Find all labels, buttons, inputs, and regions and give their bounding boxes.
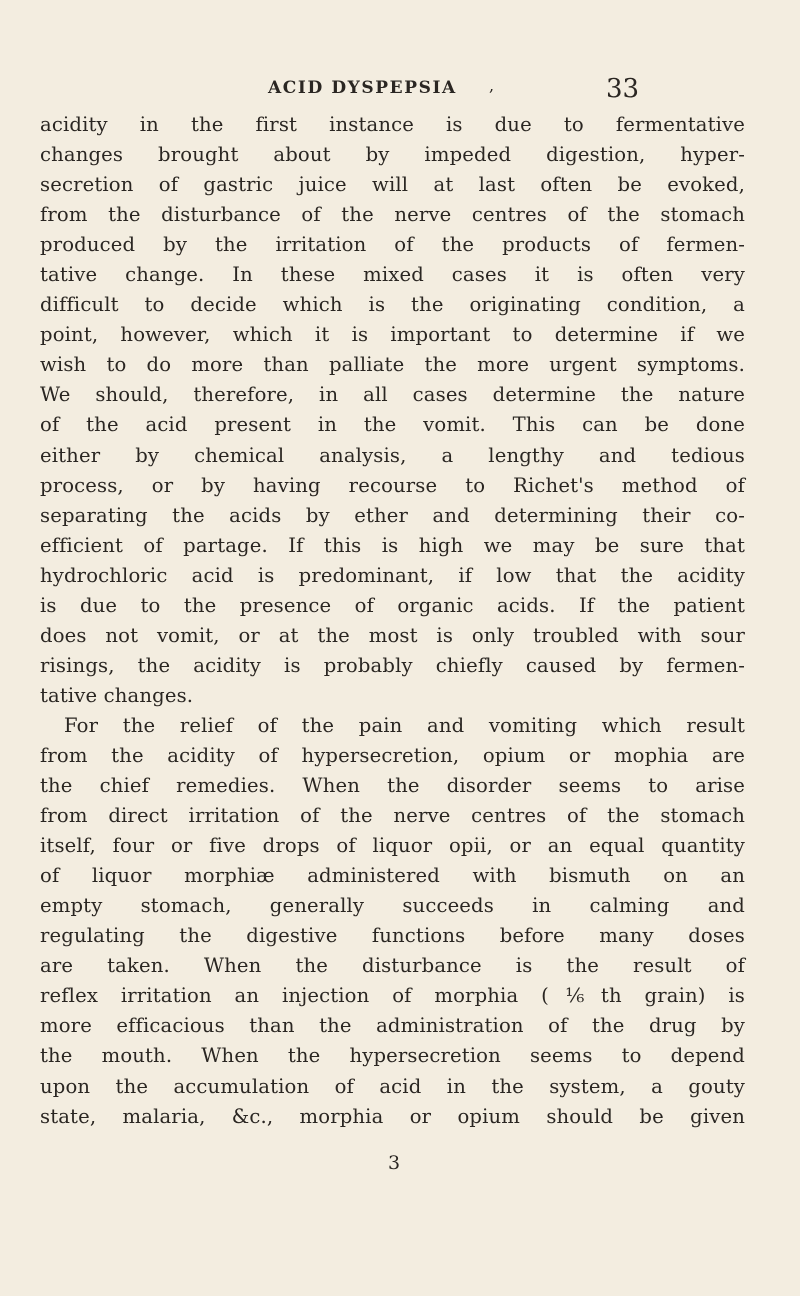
- text-line: acidity in the first instance is due to fermentative: [40, 113, 745, 136]
- text-line: from the acidity of hypersecretion, opium or mophia are: [40, 743, 745, 767]
- text-line: point, however, which it is important to determine if we: [40, 323, 745, 347]
- text-line: itself, four or five drops of liquor opii, or an equal quantity: [40, 834, 745, 858]
- text-line: of the acid present in the vomit. This can be done: [40, 413, 745, 437]
- text-line: either by chemical analysis, a lengthy and tedious: [40, 443, 745, 467]
- text-line: We should, therefore, in all cases determine the nature: [40, 383, 745, 407]
- text-line: of liquor morphiæ administered with bismuth on an: [40, 864, 745, 888]
- text-line: state, malaria, &c., morphia or opium should be given: [40, 1104, 745, 1128]
- text-line: is due to the presence of organic acids. If the patient: [40, 593, 745, 617]
- text-line: the mouth. When the hypersecretion seems to depend: [40, 1044, 745, 1068]
- running-head: [0, 74, 800, 108]
- text-line: process, or by having recourse to Richet's method of: [40, 473, 745, 497]
- text-line: from direct irritation of the nerve centres of the stomach: [40, 804, 745, 828]
- text-line: produced by the irritation of the products of fermen-: [40, 233, 745, 257]
- text-line: tative change. In these mixed cases it is often very: [40, 263, 745, 287]
- signature-mark: 3: [388, 1152, 401, 1174]
- text-line: empty stomach, generally succeeds in calming and: [40, 894, 745, 918]
- text-line: the chief remedies. When the disorder seems to arise: [40, 774, 745, 798]
- page-number: 33: [606, 74, 640, 104]
- text-line: secretion of gastric juice will at last often be evoked,: [40, 173, 745, 197]
- text-line: changes brought about by impeded digestion, hyper-: [40, 143, 745, 167]
- chapter-title: ACID DYSPEPSIA: [268, 78, 457, 98]
- text-line: from the disturbance of the nerve centres of the stomach: [40, 203, 745, 227]
- text-line: tative changes.: [40, 683, 194, 707]
- text-line: wish to do more than palliate the more urgent symptoms.: [40, 353, 745, 377]
- text-line: regulating the digestive functions before many doses: [40, 924, 745, 948]
- text-line: efficient of partage. If this is high we may be sure that: [40, 533, 745, 557]
- text-line: risings, the acidity is probably chiefly caused by fermen-: [40, 653, 745, 677]
- text-line: more efficacious than the administration of the drug by: [40, 1014, 745, 1038]
- text-line: hydrochloric acid is predominant, if low that the acidity: [40, 563, 745, 587]
- text-line: does not vomit, or at the most is only troubled with sour: [40, 623, 745, 647]
- text-line: reflex irritation an injection of morphia (⅙th grain) is: [40, 984, 745, 1008]
- text-line: separating the acids by ether and determining their co-: [40, 503, 745, 527]
- body-text: [40, 110, 745, 1132]
- text-line: are taken. When the disturbance is the result of: [40, 954, 745, 978]
- paragraph-start-line: For the relief of the pain and vomiting which result: [64, 713, 745, 737]
- text-line: difficult to decide which is the originating condition, a: [40, 293, 745, 317]
- text-line: upon the accumulation of acid in the system, a gouty: [40, 1074, 745, 1098]
- header-mark: ,: [489, 76, 495, 95]
